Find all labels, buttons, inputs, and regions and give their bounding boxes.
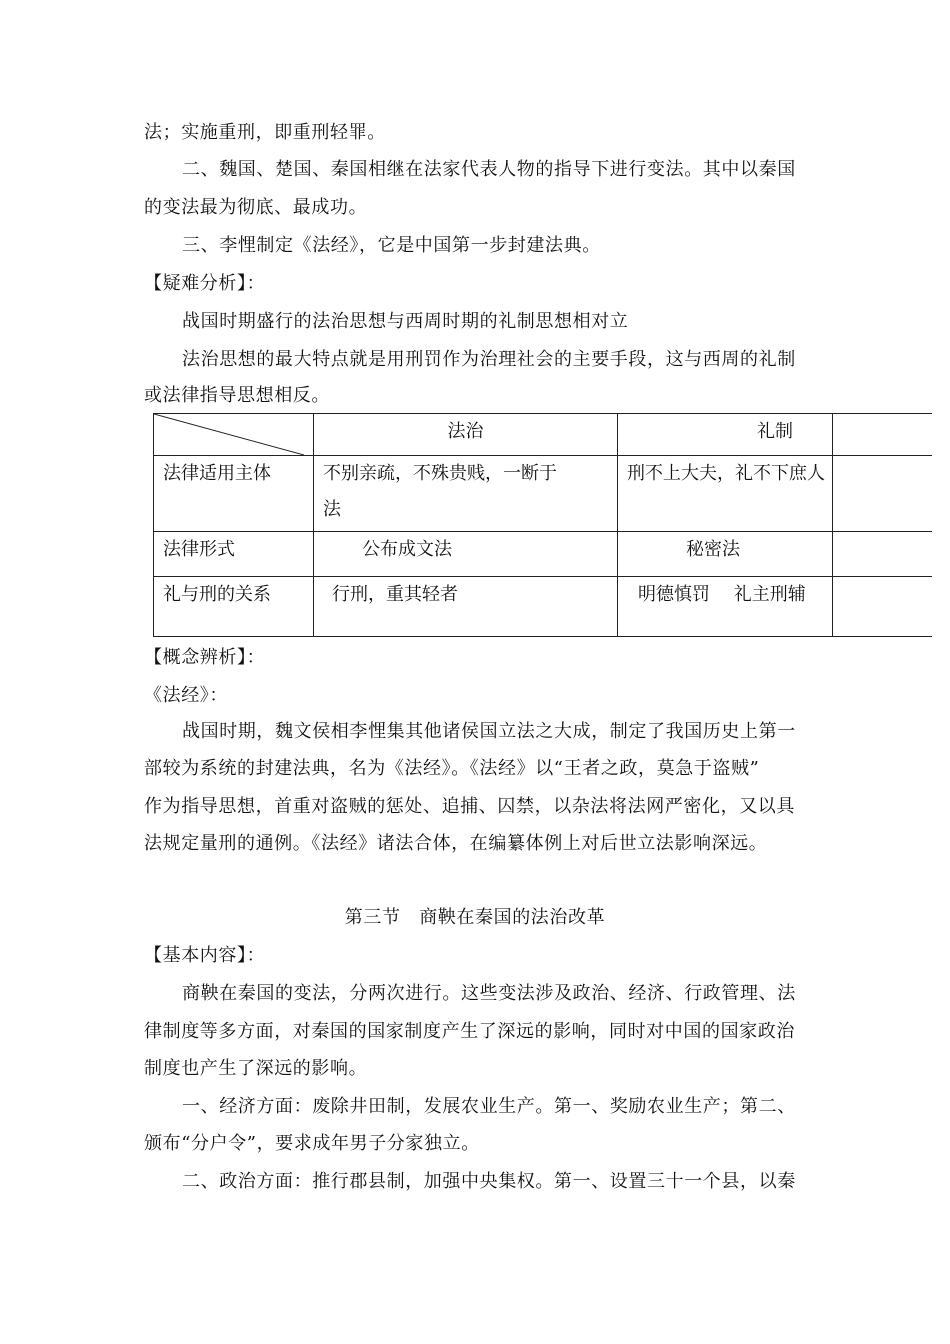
paragraph-line: 或法律指导思想相反。 xyxy=(144,385,330,406)
paragraph-line: 一、经济方面：废除井田制，发展农业生产。第一、奖励农业生产；第二、 xyxy=(182,1096,796,1117)
table-row-label: 法律适用主体 xyxy=(154,456,314,532)
table-cell: 秘密法 xyxy=(618,532,933,577)
paragraph-line: 商鞅在秦国的变法，分两次进行。这些变法涉及政治、经济、行政管理、法 xyxy=(182,983,796,1004)
paragraph-line: 制度也产生了深远的影响。 xyxy=(144,1058,368,1079)
table-right-border xyxy=(832,413,833,637)
table-cell: 刑不上大夫，礼不下庶人 xyxy=(618,456,933,532)
cell-line: 不别亲疏，不殊贵贱，一断于 xyxy=(323,463,557,484)
table-cell: 行刑，重其轻者 xyxy=(314,577,618,637)
comparison-table xyxy=(153,413,932,637)
table-corner-cell xyxy=(154,414,314,456)
paragraph-line: 三、李悝制定《法经》，它是中国第一步封建法典。 xyxy=(182,235,601,256)
section-heading: 【概念辨析】： xyxy=(144,647,266,668)
paragraph-line: 战国时期，魏文侯相李悝集其他诸侯国立法之大成，制定了我国历史上第一 xyxy=(182,721,796,742)
paragraph-line: 二、魏国、楚国、秦国相继在法家代表人物的指导下进行变法。其中以秦国 xyxy=(182,159,796,180)
cell-line: 法 xyxy=(323,499,341,520)
paragraph-line: 部较为系统的封建法典，名为《法经》。《法经》以“王者之政，莫急于盗贼” xyxy=(144,758,760,779)
paragraph-line: 战国时期盛行的法治思想与西周时期的礼制思想相对立 xyxy=(182,311,629,332)
paragraph-line: 的变法最为彻底、最成功。 xyxy=(144,197,368,218)
section-heading: 【基本内容】： xyxy=(144,945,266,966)
paragraph-line: 二、政治方面：推行郡县制，加强中央集权。第一、设置三十一个县，以秦 xyxy=(182,1171,796,1192)
table-cell: 明德慎罚 礼主刑辅 xyxy=(618,577,933,637)
table-cell: 公布成文法 xyxy=(314,532,618,577)
table-header-fazhi: 法治 xyxy=(314,414,618,456)
table-cell xyxy=(314,456,618,532)
section-heading: 【疑难分析】： xyxy=(144,273,266,294)
diagonal-line xyxy=(154,414,304,455)
section-title: 第三节 商鞅在秦国的法治改革 xyxy=(344,907,606,928)
paragraph-line: 颁布“分户令”，要求成年男子分家独立。 xyxy=(144,1133,480,1154)
table-header-lizhi: 礼制 xyxy=(618,414,933,456)
paragraph-line: 法规定量刑的通例。《法经》诸法合体，在编纂体例上对后世立法影响深远。 xyxy=(144,833,768,854)
table-row-label: 礼与刑的关系 xyxy=(154,577,314,637)
paragraph-line: 律制度等多方面，对秦国的国家制度产生了深远的影响，同时对中国的国家政治 xyxy=(144,1021,795,1042)
paragraph-line: 法治思想的最大特点就是用刑罚作为治理社会的主要手段，这与西周的礼制 xyxy=(182,349,796,370)
table-row-label: 法律形式 xyxy=(154,532,314,577)
paragraph-line: 法；实施重刑，即重刑轻罪。 xyxy=(144,122,386,143)
term-label: 《法经》： xyxy=(144,685,228,706)
paragraph-line: 作为指导思想，首重对盗贼的惩处、追捕、囚禁，以杂法将法网严密化，又以具 xyxy=(144,796,795,817)
